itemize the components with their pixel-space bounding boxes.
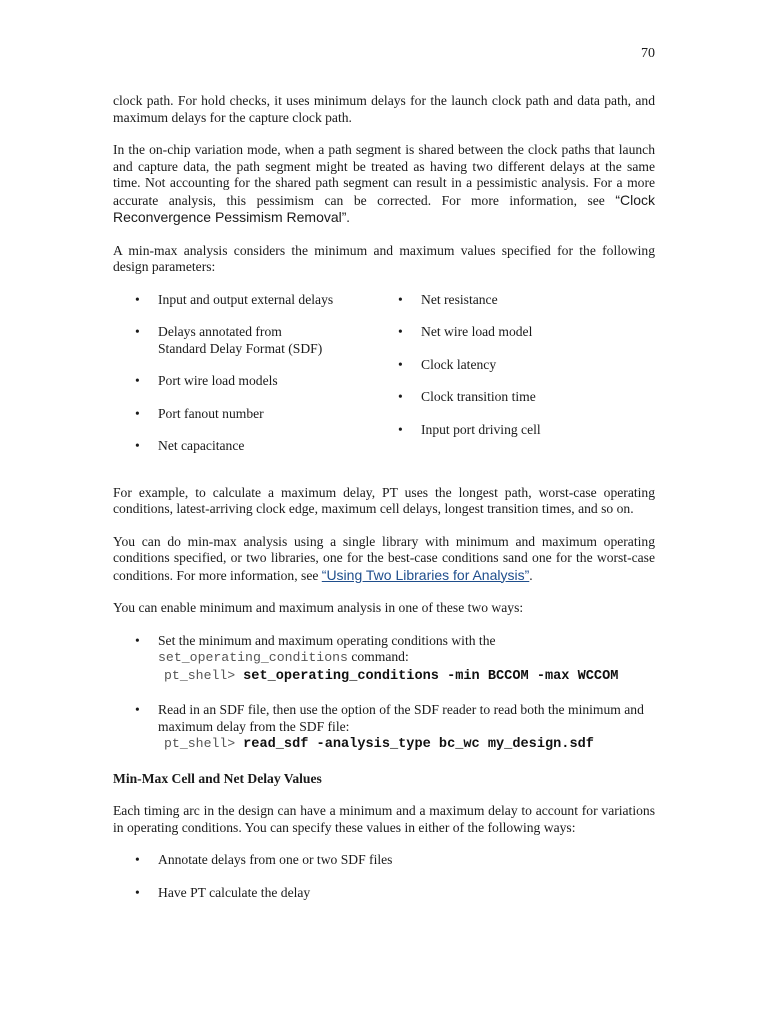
command-text: set_operating_conditions -min BCCOM -max WCCOM xyxy=(243,668,619,684)
paragraph-example: For example, to calculate a maximum delay, PT uses the longest path, worst-case operating conditions, latest-arriving clock edge, maximum cell delays, longest transition times, and so on. xyxy=(113,484,655,516)
way1-after: command: xyxy=(347,649,409,664)
list-item: • Input port driving cell xyxy=(384,422,655,439)
command-line xyxy=(164,667,655,686)
libraries-text: You can do min-max analysis using a single library with minimum and maximum operating conditions specified, or two libraries, one for the best-case conditions sand one for the worst-case conditions. For more information, see xyxy=(113,533,655,583)
ocv-text: In the on-chip variation mode, when a path segment is shared between the clock paths that launch and capture data, the path segment might be treated as having two different delays at the same time. Not accounting for the shared path segment can result in a pessimistic analysis. For a more accurate analysis, this pessimism can be corrected. For more information, see xyxy=(113,142,655,208)
two-libraries-link[interactable]: “Using Two Libraries for Analysis” xyxy=(321,566,530,583)
list-item-sdf xyxy=(113,702,655,754)
way2-text: Read in an SDF file, then use the option of the SDF reader to read both the minimum and maximum delay from the SDF file: xyxy=(158,702,644,734)
list-item: • Net capacitance xyxy=(113,438,384,455)
paragraph-libraries xyxy=(113,534,655,585)
list-item: • Have PT calculate the delay xyxy=(113,885,655,902)
section-heading: Min-Max Cell and Net Delay Values xyxy=(113,770,322,786)
way1-text: Set the minimum and maximum operating conditions with the xyxy=(158,632,496,648)
delay-source-list xyxy=(113,852,655,901)
page-number: 70 xyxy=(641,46,655,61)
list-item-operating-conditions xyxy=(113,633,655,686)
paragraph-enable-ways: You can enable minimum and maximum analysis in one of these two ways: xyxy=(113,600,524,615)
list-item: • Input and output external delays xyxy=(113,292,384,309)
crpr-reference: “Clock Reconvergence Pessimism Removal” xyxy=(113,191,655,225)
paragraph-minmax-intro: A min-max analysis considers the minimum and maximum values specified for the following design parameters: xyxy=(113,242,655,274)
shell-prompt: pt_shell> xyxy=(164,667,244,683)
page-content xyxy=(113,93,655,917)
list-item: • Clock latency xyxy=(384,357,655,374)
ocv-end: . xyxy=(346,210,350,225)
list-item: • Net wire load model xyxy=(384,324,655,341)
paragraph-hold-checks: clock path. For hold checks, it uses minimum delays for the launch clock path and data path, and maximum delays for the capture clock path. xyxy=(113,93,655,125)
design-parameters-list xyxy=(113,292,655,471)
list-item: • Net resistance xyxy=(384,292,655,309)
list-item: • Annotate delays from one or two SDF files xyxy=(113,852,655,869)
inline-code: set_operating_conditions xyxy=(158,650,348,665)
list-item: • Delays annotated from Standard Delay Format (SDF) xyxy=(113,324,384,357)
command-text: read_sdf -analysis_type bc_wc my_design.sdf xyxy=(243,737,594,752)
enable-ways-list xyxy=(113,633,655,754)
list-item: • Port wire load models xyxy=(113,373,384,390)
shell-prompt: pt_shell> xyxy=(164,736,244,751)
command-line xyxy=(164,735,655,754)
list-item: • Clock transition time xyxy=(384,389,655,406)
params-left-column xyxy=(113,292,384,471)
paragraph-timing-arc: Each timing arc in the design can have a minimum and a maximum delay to account for variations in operating conditions. You can specify these values in either of the following ways: xyxy=(113,803,655,835)
params-right-column xyxy=(384,292,655,471)
libraries-end: . xyxy=(529,567,533,583)
paragraph-ocv xyxy=(113,142,655,227)
list-item: • Port fanout number xyxy=(113,406,384,423)
